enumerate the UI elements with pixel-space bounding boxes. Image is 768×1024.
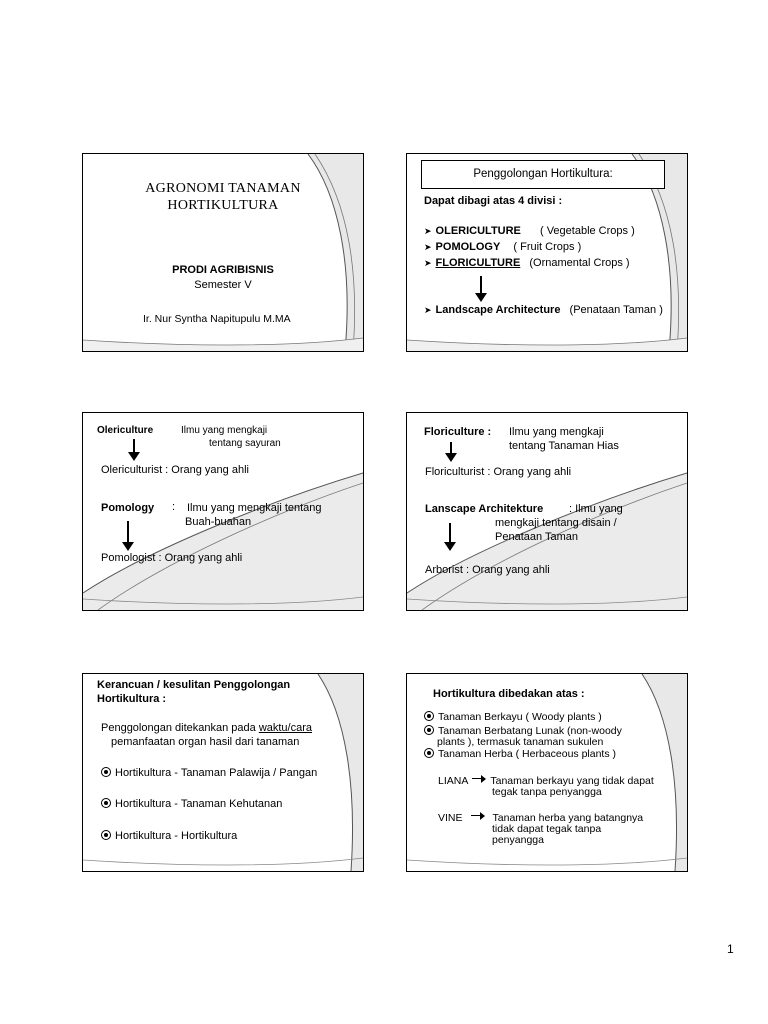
slide-5-heading-line-2: Hortikultura : [97,693,167,705]
bullet-circle-icon [101,798,111,808]
slide-6 [406,673,688,872]
slide-2-heading: Penggolongan Hortikultura: [473,168,613,180]
list-item: Hortikultura - Hortikultura [101,830,237,842]
olericulture-definition-line-1: Ilmu yang mengkaji [181,425,268,436]
liana-definition-line-2: tegak tanpa penyangga [492,786,602,798]
bullet-circle-icon [101,767,111,777]
slide-1-program: PRODI AGRIBISNIS [172,264,274,276]
slide-1-title-line-1: AGRONOMI TANAMAN [145,181,301,196]
bullet-arrow-icon: ➤ [424,258,432,268]
slide-2-intro: Dapat dibagi atas 4 divisi : [424,195,563,207]
list-item: Hortikultura - Tanaman Palawija / Pangan [101,767,317,779]
list-item: Tanaman Herba ( Herbaceous plants ) [424,748,616,760]
bullet-arrow-icon: ➤ [424,242,432,252]
slide-5-intro-line-1: Penggolongan ditekankan pada waktu/cara [101,722,313,734]
bullet-circle-icon [424,711,434,721]
page-number: 1 [727,942,734,956]
bullet-circle-icon [424,748,434,758]
right-arrow-icon [472,775,486,783]
down-arrow-icon [127,439,141,461]
arborist-line: Arborist : Orang yang ahli [425,564,550,576]
division-item-olericulture: ➤ OLERICULTURE ( Vegetable Crops ) [424,225,635,237]
slide-2 [406,153,688,352]
down-arrow-icon [444,442,458,462]
bullet-circle-icon [101,830,111,840]
floriculturist-line: Floriculturist : Orang yang ahli [425,466,572,478]
term-floriculture: Floriculture : [424,426,492,438]
list-item: Tanaman Berbatang Lunak (non-woody [424,725,622,737]
slide-3 [82,412,364,611]
liana-term: LIANA Tanaman berkayu yang tidak dapat [438,775,654,787]
bullet-arrow-icon: ➤ [424,226,432,236]
floriculture-definition-line-1: Ilmu yang mengkaji [509,426,604,438]
slide-6-heading: Hortikultura dibedakan atas : [433,688,585,700]
down-arrow-icon [474,276,488,302]
bullet-arrow-icon: ➤ [424,305,432,315]
vine-definition-line-2: tidak dapat tegak tanpa [492,823,602,835]
term-pomology: Pomology [101,502,155,514]
pomology-definition-line-1: Ilmu yang mengkaji tentang [187,502,322,514]
landscape-definition-line-1: : Ilmu yang [569,503,623,515]
pomology-definition-line-2: Buah-buahan [185,516,252,528]
division-item-pomology: ➤ POMOLOGY ( Fruit Crops ) [424,241,582,253]
slide-1-semester: Semester V [194,279,252,291]
pomology-separator: : [172,501,176,513]
bullet-circle-icon [424,725,434,735]
slide-5-intro-line-2: pemanfaatan organ hasil dari tanaman [111,736,300,748]
vine-term: VINE Tanaman herba yang batangnya [438,812,644,824]
right-arrow-icon [471,812,485,820]
term-landscape-architekture: Lanscape Architekture [425,503,544,515]
olericulturist-line: Olericulturist : Orang yang ahli [101,464,249,476]
slide-5-heading-line-1: Kerancuan / kesulitan Penggolongan [97,679,291,691]
vine-definition-line-3: penyangga [492,834,544,846]
slide-background-curves [407,674,687,871]
slide-5 [82,673,364,872]
slide-1-author: Ir. Nur Syntha Napitupulu M.MA [143,313,291,325]
division-item-landscape: ➤ Landscape Architecture (Penataan Taman ) [424,304,663,316]
landscape-definition-line-3: Penataan Taman [495,531,578,543]
slide-4 [406,412,688,611]
division-item-floriculture: ➤ FLORICULTURE (Ornamental Crops ) [424,257,630,269]
slide-1 [82,153,364,352]
down-arrow-icon [443,523,457,551]
down-arrow-icon [121,521,135,551]
floriculture-definition-line-2: tentang Tanaman Hias [509,440,619,452]
landscape-definition-line-2: mengkaji tentang disain / [495,517,617,529]
list-item-continuation: plants ), termasuk tanaman sukulen [437,736,604,748]
term-olericulture: Olericulture [97,425,154,436]
list-item: Tanaman Berkayu ( Woody plants ) [424,711,602,723]
olericulture-definition-line-2: tentang sayuran [209,438,281,449]
pomologist-line: Pomologist : Orang yang ahli [101,552,243,564]
list-item: Hortikultura - Tanaman Kehutanan [101,798,282,810]
slide-1-title-line-2: HORTIKULTURA [167,198,279,213]
